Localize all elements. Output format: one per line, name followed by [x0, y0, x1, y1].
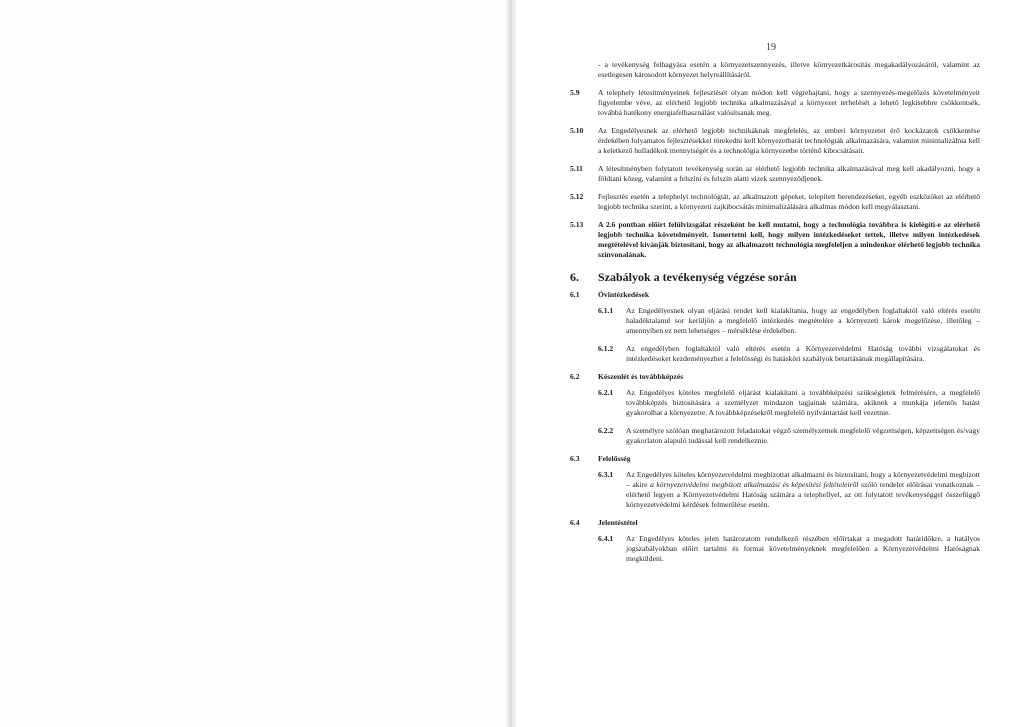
subsection-title: Készenlét és továbbképzés	[598, 372, 684, 381]
subsection-title: Jelentéstétel	[598, 518, 638, 527]
paragraph-text: Az Engedélyesnek az elérhető legjobb technikáknak megfelelés, az emberi környezetet érő kockázatok csökkentése érdekében folyamatos fejlesztésekkel törekedni kell környezetbarát technológiák alkalmazására, valamint minimalizálnia kell a keletkező hulladékok mennyiségét és a technológia környezetbe történő kibocsátásait.	[598, 126, 980, 155]
paragraph-text	[626, 470, 980, 510]
paragraph-text: A 2.6 pontban előírt felülvizsgálat részeként be kell mutatni, hogy a technológia továbbra is kielégíti-e az elérhető legjobb technika követelményeit. Ismertetni kell, hogy milyen intézkedéseket tettek, illetve milyen intézkedések megtételével kívánják biztosítani, hogy az alkalmazott technológia megfeleljen a mindenkor elérhető legjobb technika színvonalának.	[598, 220, 980, 259]
subsection-title: Felelősség	[598, 454, 631, 463]
subsection-number: 6.2	[570, 372, 580, 381]
blank-left-page	[0, 0, 506, 727]
paragraph-5-13	[570, 220, 980, 260]
paragraph-number: 5.12	[570, 192, 584, 201]
book-gutter	[506, 0, 516, 727]
paragraph-text: Az Engedélyesnek olyan eljárási rendet kell kialakítania, hogy az engedélyben foglaltaktól való eltérés esetén haladéktalanul sor kerüljön a megfelelő intézkedés megtételére a környezeti károk megelőzése, illetőleg – amennyiben ez nem lehetséges – mérséklése érdekében.	[626, 306, 980, 335]
paragraph-5-12	[570, 192, 980, 212]
paragraph-number: 6.4.1	[598, 534, 614, 543]
subsection-title: Óvintézkedések	[598, 290, 650, 299]
subsection-heading	[570, 518, 980, 528]
paragraph-text: A személyre szólóan meghatározott feladatokat végző személyzetnek megfelelő végzettségen, képzettségen és/vagy gyakorlaton alapuló tudással kell rendelkeznie.	[626, 426, 980, 445]
subsection-number: 6.4	[570, 518, 580, 527]
paragraph-6-4-1	[598, 534, 980, 564]
section-number: 6.	[570, 270, 579, 284]
paragraph-text: Az Engedélyes köteles megfelelő eljárást kialakítani a továbbképzési szükségletek felmérésére, a megfelelő továbbképzés biztosítására a személyzet mindazon tagjainak számára, akiknek a munkája jelentős hatást gyakorolhat a környezetre. A továbbképzésekről megfelelő nyilvántartást kell vezetnie.	[626, 388, 980, 417]
page-number: 19	[766, 42, 776, 53]
paragraph-text: A telephely létesítményeinek fejlesztését olyan módon kell végrehajtani, hogy a szennyezés-megelőzés követelményeit figyelembe véve, az elérhető legjobb technika alkalmazásával a környezet terhelését a lehető legkisebbre csökkentsék, továbbá hatékony energiafelhasználást valósítsanak meg.	[598, 88, 980, 117]
paragraph-number: 5.10	[570, 126, 584, 135]
paragraph-number: 5.9	[570, 88, 580, 97]
paragraph-6-2-2	[598, 426, 980, 446]
paragraph-number: 6.2.1	[598, 388, 614, 397]
subsection-heading	[570, 372, 980, 382]
paragraph-5-9	[570, 88, 980, 118]
subsection-number: 6.3	[570, 454, 580, 463]
subsection-heading	[570, 290, 980, 300]
paragraph-6-2-1	[598, 388, 980, 418]
subsection-number: 6.1	[570, 290, 580, 299]
paragraph-number: 6.1.1	[598, 306, 614, 315]
paragraph-5-10	[570, 126, 980, 156]
subsection-heading	[570, 454, 980, 464]
section-title: Szabályok a tevékenység végzése során	[598, 270, 797, 284]
paragraph-text: Az Engedélyes köteles jelen határozatom rendelkező részében előírtakat a megadott határidőkre, a hatályos jogszabályokban előírt tartalmi és formai követelményeknek megfelelően a Környezetvédelmi Hatóságnak megküldeni.	[626, 534, 980, 563]
paragraph-6-1-2	[598, 344, 980, 364]
text-before: Az Engedélyes köteles környezetvédelmi megbízottat alkalmazni és biztosítani, hogy a környezetvédelmi megbízott – akire	[626, 470, 980, 489]
italic-regulation-title: a környezetvédelmi megbízott alkalmazási és képesítési feltételeiről	[650, 480, 859, 489]
paragraph-6-3-1	[598, 470, 980, 510]
paragraph-number: 6.3.1	[598, 470, 614, 479]
paragraph-number: 6.1.2	[598, 344, 614, 353]
intro-bullet: - a tevékenység felhagyása esetén a környezetszennyezés, illetve környezetkárosítás megakadályozásáról, valamint az esetlegesen károsodott környezet helyreállításáról.	[598, 60, 980, 79]
paragraph-number: 5.11	[570, 164, 583, 173]
text-after: szóló rendelet előírásai vonatkoznak – elérhető legyen a Környezetvédelmi Hatóság számára a telephellyel, az ott folytatott tevékenységgel összefüggő környezetvédelmi kérdések felmerülése esetén.	[626, 480, 980, 509]
paragraph-number: 6.2.2	[598, 426, 614, 435]
paragraph-5-11	[570, 164, 980, 184]
paragraph-text: Az engedélyben foglaltaktól való eltérés esetén a Környezetvédelmi Hatóság további vizsgálatokat és intézkedéseket kezdeményezhet a felelősségi és hatásköri szabályok betartásának megállapítására.	[626, 344, 980, 363]
paragraph-number: 5.13	[570, 220, 584, 229]
paragraph-text: Fejlesztés esetén a telephelyi technológiát, az alkalmazott gépeket, telepített berendezéseket, egyéb eszközöket az elérhető legjobb technika szerint, a környezeti zajkibocsátás minimalizálására alkalmas módon kell megválasztani.	[598, 192, 980, 211]
paragraph-text: A létesítményben folytatott tevékenység során az elérhető legjobb technika alkalmazásával meg kell akadályozni, hogy a földtani közeg, valamint a felszíni és felszín alatti vizek szennyeződjenek.	[598, 164, 980, 183]
page-content	[570, 60, 980, 572]
paragraph-6-1-1	[598, 306, 980, 336]
section-heading	[570, 270, 980, 284]
